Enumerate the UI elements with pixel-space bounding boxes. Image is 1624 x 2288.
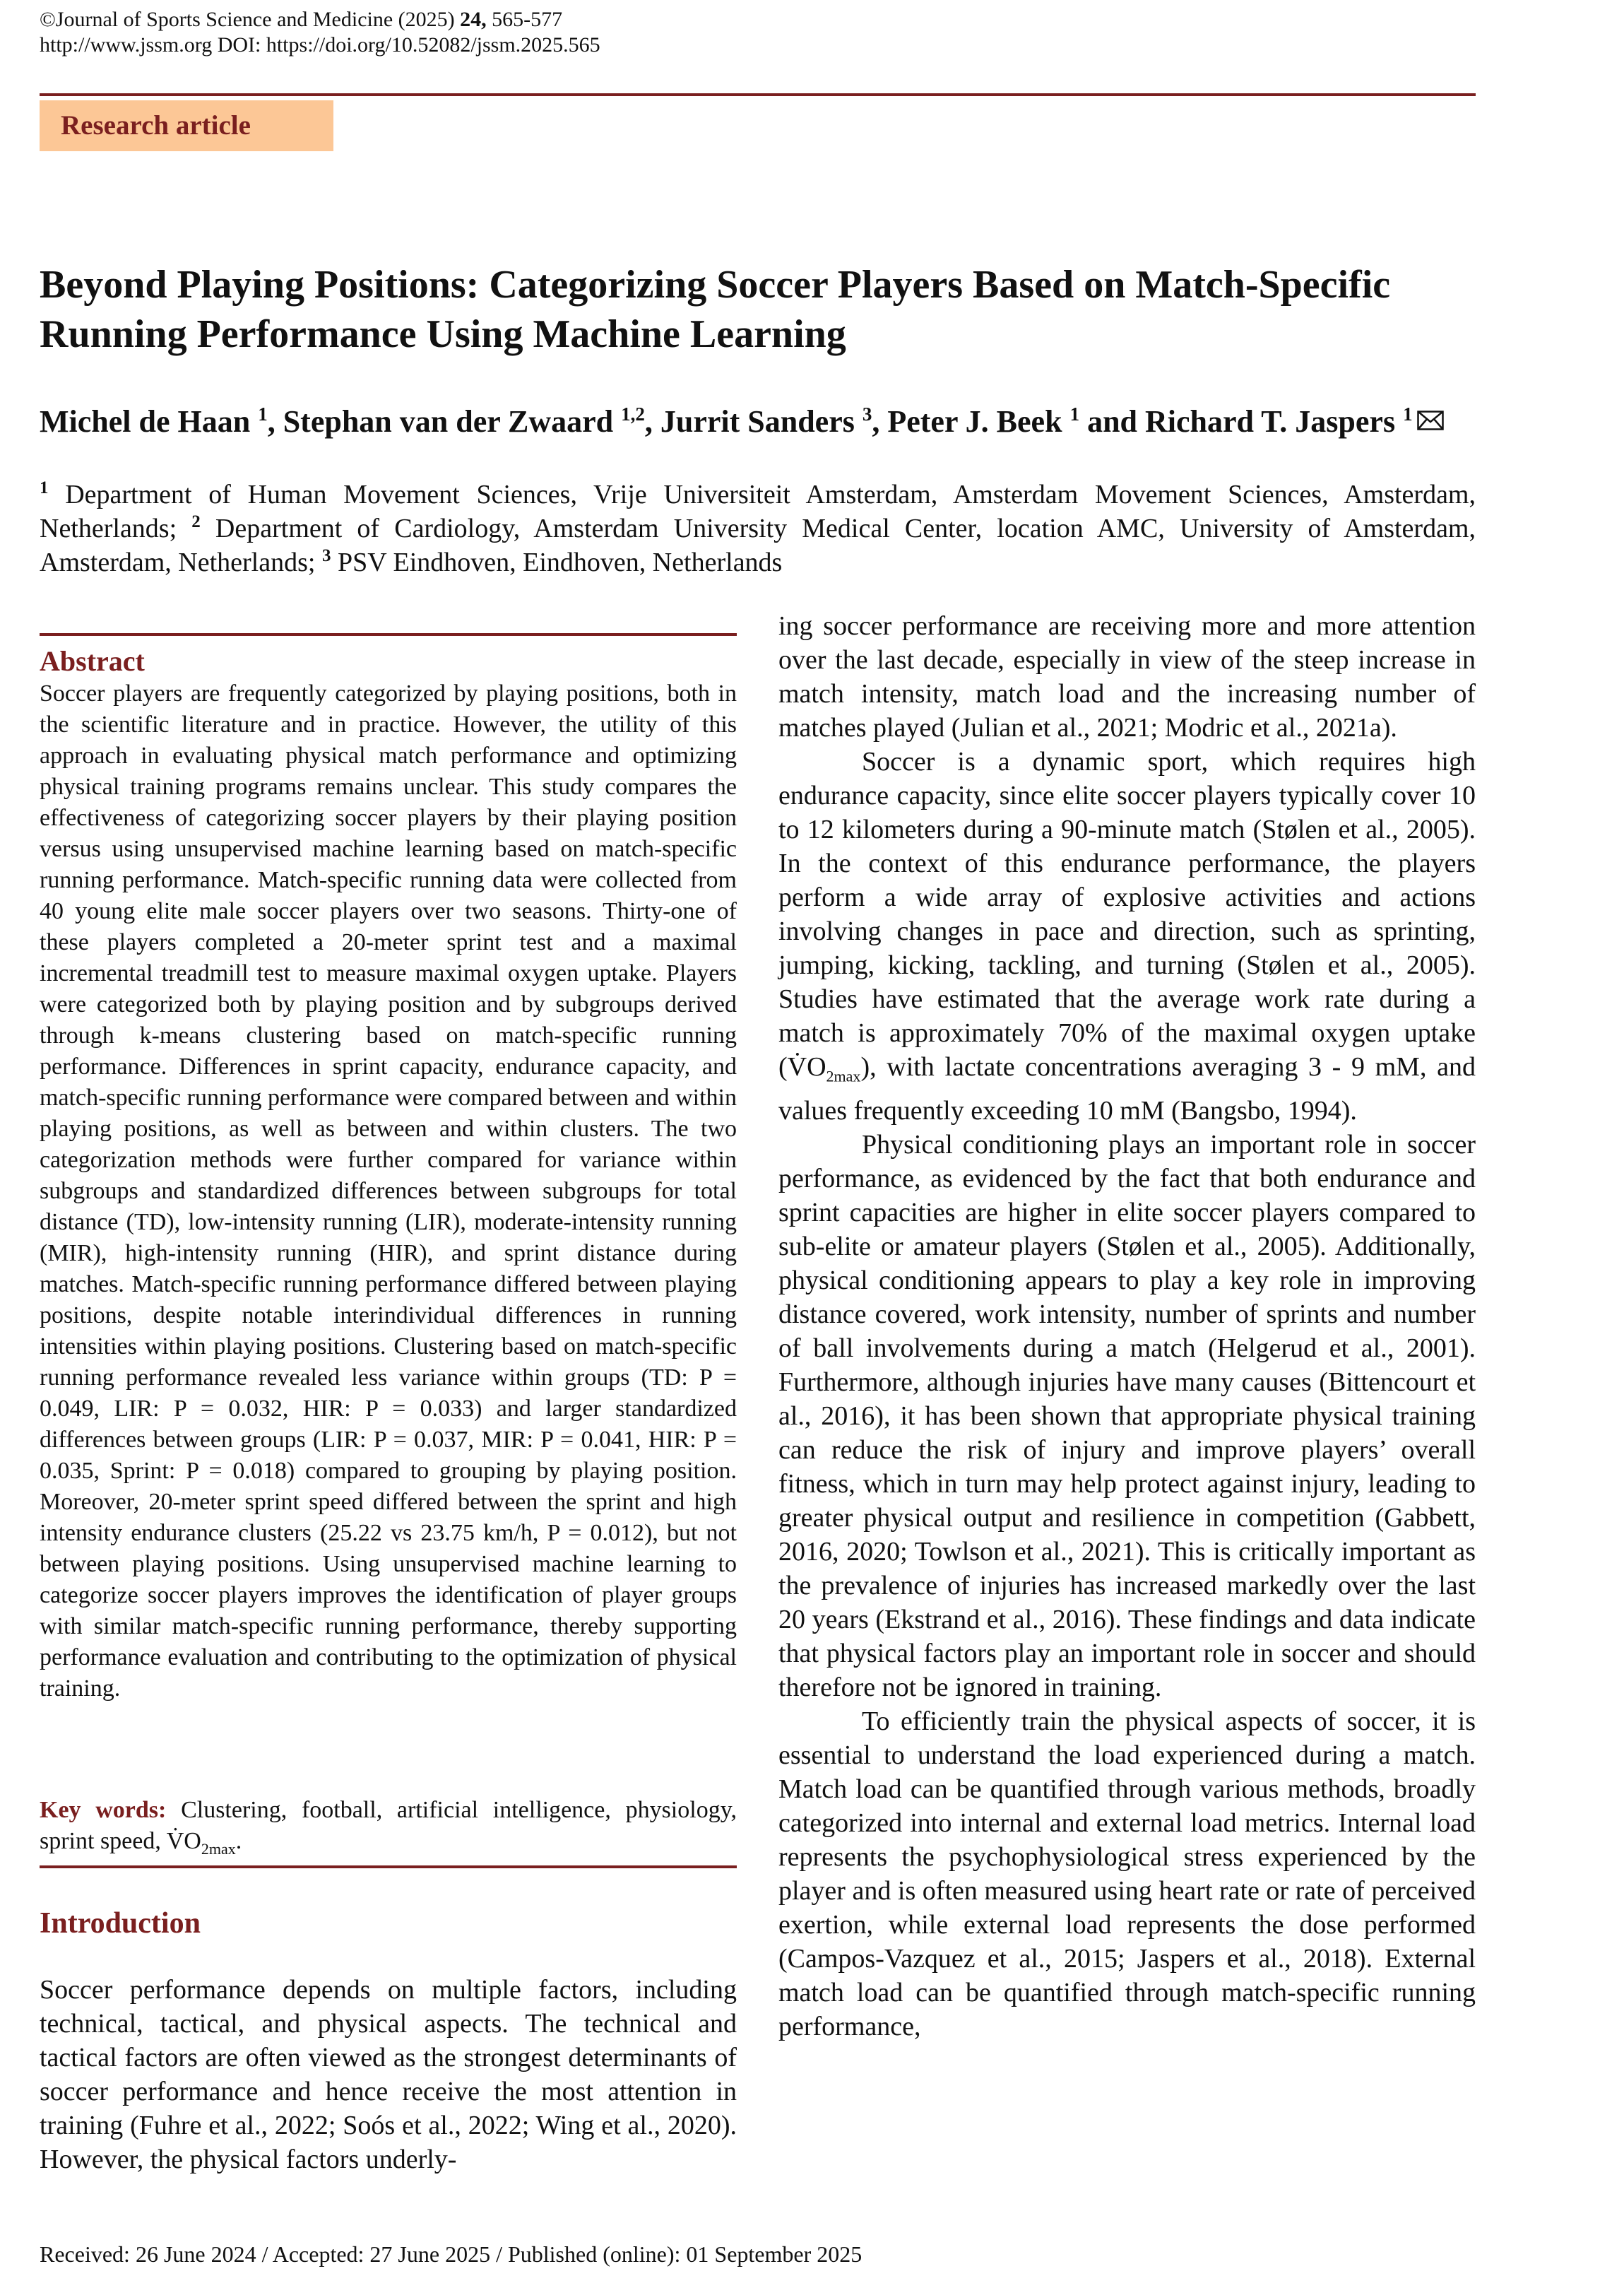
journal-doi-line: http://www.jssm.org DOI: https://doi.org/10.52082/jssm.2025.565 (40, 33, 600, 57)
paragraph-text: Soccer is a dynamic sport, which requires high endurance capacity, since elite soccer players typically cover 10 to 12 kilometers during a 90-minute match (Stølen et al., 2005). In the context of this endurance performance, the players perform a wide array of explosive activities and actions involving changes in pace and direction, such as sprinting, jumping, kicking, tackling, and turning (Stølen et al., 2005). Studies have estimated that the average work rate during a match is approximately 70% of the maximal oxygen uptake ( (778, 747, 1476, 1082)
affiliation-mark: 3 (321, 546, 331, 565)
right-column (778, 609, 1476, 2044)
publication-dates: Received: 26 June 2024 / Accepted: 27 June 2025 / Published (online): 01 September 2025 (40, 2241, 863, 2267)
article-type-badge: Research article (40, 100, 333, 151)
author-affiliation-mark: 1 (1403, 403, 1413, 425)
keywords-text: Clustering, football, artificial intelligence, physiology, sprint speed, (40, 1797, 737, 1854)
journal-citation (40, 7, 562, 33)
abstract-bottom-divider (40, 1865, 737, 1868)
author-separator: , (267, 404, 283, 439)
author-name: Michel de Haan (40, 404, 251, 439)
author-separator: , (872, 404, 888, 439)
body-paragraph (778, 745, 1476, 1128)
header-divider (40, 93, 1476, 96)
abstract-heading: Abstract (40, 645, 145, 677)
author-affiliation-mark: 3 (862, 403, 872, 425)
author-name: Stephan van der Zwaard (283, 404, 614, 439)
introduction-paragraph: Soccer performance depends on multiple factors, including technical, tactical, and physical aspects. The technical and tactical factors are often viewed as the strongest determinants of soccer performance and hence receive the most attention in training (Fuhre et al., 2022; Soós et al., 2022; Wing et al., 2020). However, the physical factors underly- (40, 1975, 737, 2174)
affiliation-list (40, 478, 1476, 579)
affiliation-text: PSV Eindhoven, Eindhoven, Netherlands (331, 548, 783, 577)
body-paragraph: Physical conditioning plays an important role in soccer performance, as evidenced by the fact that both endurance and sprint capacities are higher in elite soccer players compared to sub-elite or amateur players (Stølen et al., 2005). Additionally, physical conditioning appears to play a key role in improving distance covered, work intensity, number of sprints and number of ball involvements during a match (Helgerud et al., 2001). Furthermore, although injuries have many causes (Bittencourt et al., 2016), it has been shown that appropriate physical training can reduce the risk of injury and improve players’ overall fitness, which in turn may help protect against injury, leading to greater physical output and resilience in competition (Gabbett, 2016, 2020; Towlson et al., 2021). This is critically important as the prevalence of injuries has increased markedly over the last 20 years (Ekstrand et al., 2016). These findings and data indicate that physical factors play an important role in soccer and should therefore not be ignored in training. (778, 1129, 1476, 1702)
vo2-text: V̇O (787, 1052, 826, 1082)
affiliation-text: Department of Human Movement Sciences, Vrije Universiteit Amsterdam, Amsterdam Movement Sciences, Amsterdam, Netherlands; (40, 480, 1476, 543)
author-separator: , (644, 404, 660, 439)
keywords-label: Key words: (40, 1797, 167, 1823)
paragraph-text: ), with lactate concentrations averaging 3 - 9 mM, and values frequently exceeding 10 mM (Bangsbo, 1994). (778, 1052, 1476, 1126)
abstract-top-divider (40, 633, 737, 636)
vo2max-symbol (166, 1828, 236, 1858)
introduction-heading: Introduction (40, 1907, 201, 1940)
body-paragraph: ing soccer performance are receiving more and more attention over the last decade, especially in view of the steep increase in match intensity, match load and the increasing number of matches played (Julian et al., 2021; Modric et al., 2021a). (778, 611, 1476, 743)
author-affiliation-mark: 1 (1069, 403, 1080, 425)
author-affiliation-mark: 1 (258, 403, 268, 425)
vo2-subscript: 2max (826, 1067, 861, 1085)
author-name: Jurrit Sanders (660, 404, 855, 439)
affiliation-mark: 2 (191, 512, 201, 531)
author-name: Richard T. Jaspers (1145, 404, 1396, 439)
author-list (40, 403, 1476, 441)
affiliation-mark: 1 (40, 478, 49, 497)
article-title: Beyond Playing Positions: Categorizing Soccer Players Based on Match-Specific Running Performance Using Machine Learning (40, 263, 1391, 356)
body-paragraph: To efficiently train the physical aspects of soccer, it is essential to understand the load experienced during a match. Match load can be quantified through various methods, broadly categorized into internal and external load metrics. Internal load represents the psychophysiological stress experienced by the player and is often measured using heart rate or rate of perceived exertion, while external load represents the dose performed (Campos-Vazquez et al., 2015; Jaspers et al., 2018). External match load can be quantified through match-specific running performance, (778, 1706, 1476, 2041)
journal-volume: 24, (460, 8, 487, 31)
journal-pages: 565-577 (486, 8, 563, 31)
vo2-text: V̇O (166, 1828, 201, 1854)
journal-name: ©Journal of Sports Science and Medicine (2025) (40, 8, 461, 31)
vo2-subscript: 2max (201, 1839, 236, 1858)
author-name: Peter J. Beek (887, 404, 1062, 439)
vo2max-symbol (787, 1052, 861, 1085)
affiliation-text: Department of Cardiology, Amsterdam University Medical Center, location AMC, University of Amsterdam, Amsterdam, Netherlands; (40, 514, 1476, 577)
envelope-icon[interactable] (1417, 411, 1444, 430)
author-affiliation-mark: 1,2 (621, 403, 645, 425)
abstract-body: Soccer players are frequently categorized by playing positions, both in the scientific literature and in practice. However, the utility of this approach in evaluating physical match performance and optimizing physical training programs remains unclear. This study compares the effectiveness of categorizing soccer players by their playing position versus using unsupervised machine learning based on match-specific running performance. Match-specific running data were collected from 40 young elite male soccer players over two seasons. Thirty-one of these players completed a 20-meter sprint test and a maximal incremental treadmill test to measure maximal oxygen uptake. Players were categorized both by playing position and by subgroups derived through k-means clustering based on match-specific running performance. Differences in sprint capacity, endurance capacity, and match-specific running performance were compared between and within playing positions, as well as between and within clusters. The two categorization methods were further compared for variance within subgroups and standardized differences between subgroups for total distance (TD), low-intensity running (LIR), moderate-intensity running (MIR), high-intensity running (HIR), and sprint distance during matches. Match-specific running performance differed between playing positions, despite notable interindividual differences in running intensities within playing positions. Clustering based on match-specific running performance revealed less variance within groups (TD: P = 0.049, LIR: P = 0.032, HIR: P = 0.033) and larger standardized differences between groups (LIR: P = 0.037, MIR: P = 0.041, HIR: P = 0.035, Sprint: P = 0.018) compared to grouping by playing position. Moreover, 20-meter sprint speed differed between the sprint and high intensity endurance clusters (25.22 vs 23.75 km/h, P = 0.012), but not between playing positions. Using unsupervised machine learning to categorize soccer players improves the identification of player groups with similar match-specific running performance, thereby supporting performance evaluation and contributing to the optimization of physical training. (40, 680, 737, 1702)
author-conjunction: and (1079, 404, 1146, 439)
keywords-end: . (235, 1828, 242, 1854)
keywords (40, 1795, 737, 1865)
